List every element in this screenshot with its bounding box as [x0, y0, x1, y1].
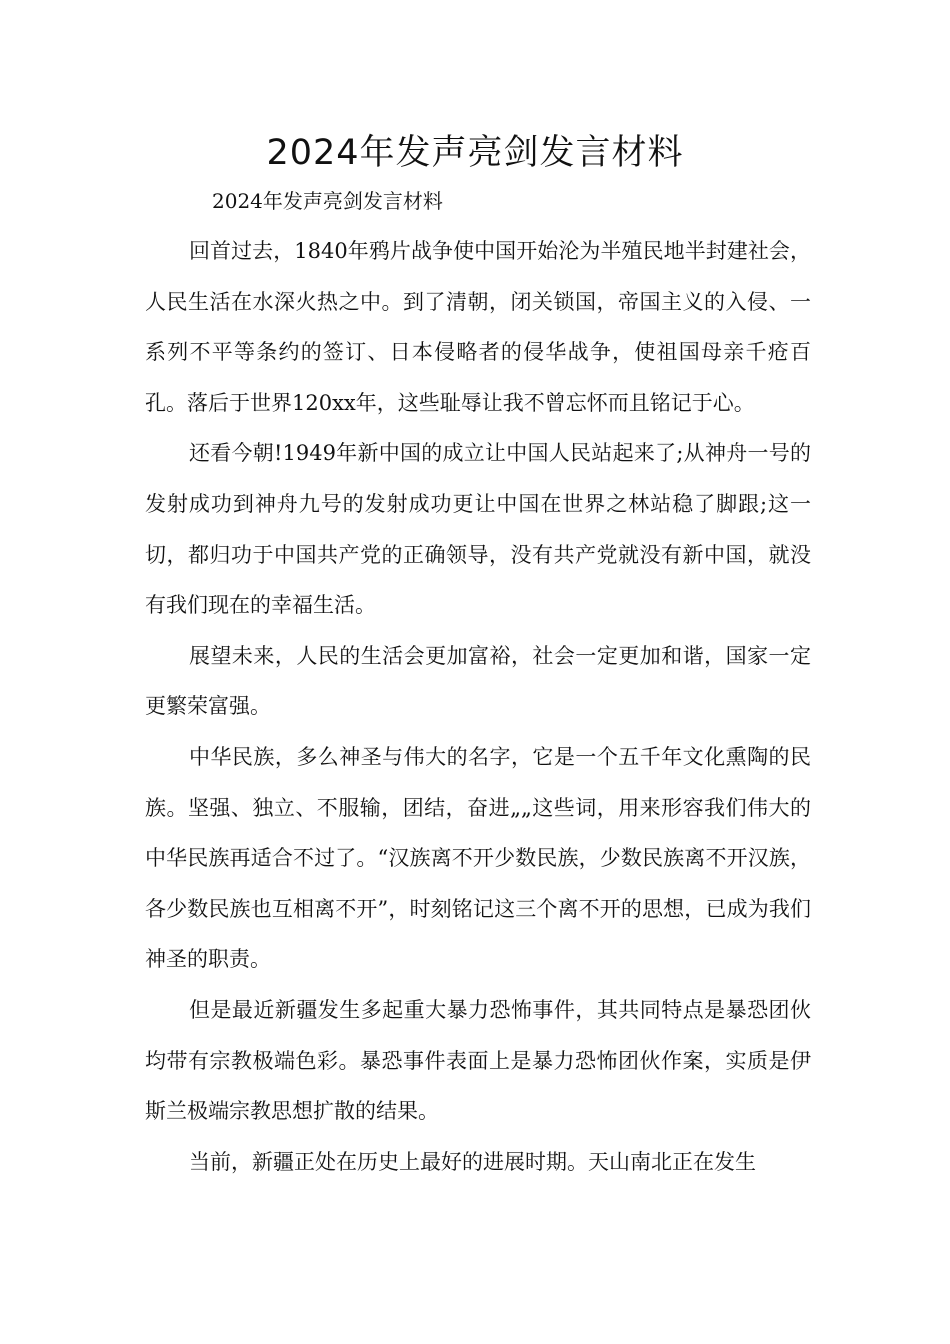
paragraph: 但是最近新疆发生多起重大暴力恐怖事件，其共同特点是暴恐团伙均带有宗教极端色彩。暴恐事件表面上是暴力恐怖团伙作案，实质是伊斯兰极端宗教思想扩散的结果。 — [145, 997, 811, 1124]
paragraph: 当前，新疆正处在历史上最好的进展时期。天山南北正在发生 — [189, 1149, 756, 1174]
paragraph: 回首过去，1840年鸦片战争使中国开始沦为半殖民地半封建社会，人民生活在水深火热之中。到了清朝，闭关锁国，帝国主义的入侵、一系列不平等条约的签订、日本侵略者的侵华战争，使祖国母亲千疮百孔。落后于世界120xx年，这些耻辱让我不曾忘怀而且铭记于心。 — [145, 239, 811, 415]
paragraph: 中华民族，多么神圣与伟大的名字，它是一个五千年文化熏陶的民族。坚强、独立、不服输，团结，奋进„„这些词，用来形容我们伟大的中华民族再适合不过了。“汉族离不开少数民族，少数民族离不开汉族，各少数民族也互相离不开”，时刻铭记这三个离不开的思想，已成为我们神圣的职责。 — [145, 744, 811, 972]
paragraph: 还看今朝!1949年新中国的成立让中国人民站起来了;从神舟一号的发射成功到神舟九号的发射成功更让中国在世界之林站稳了脚跟;这一切，都归功于中国共产党的正确领导，没有共产党就没有新中国，就没有我们现在的幸福生活。 — [145, 441, 811, 618]
document-body — [145, 226, 811, 1187]
document-title: 2024年发声亮剑发言材料 — [266, 133, 684, 173]
paragraph: 展望未来，人民的生活会更加富裕，社会一定更加和谐，国家一定更繁荣富强。 — [145, 643, 811, 719]
document-subtitle: 2024年发声亮剑发言材料 — [212, 189, 443, 213]
